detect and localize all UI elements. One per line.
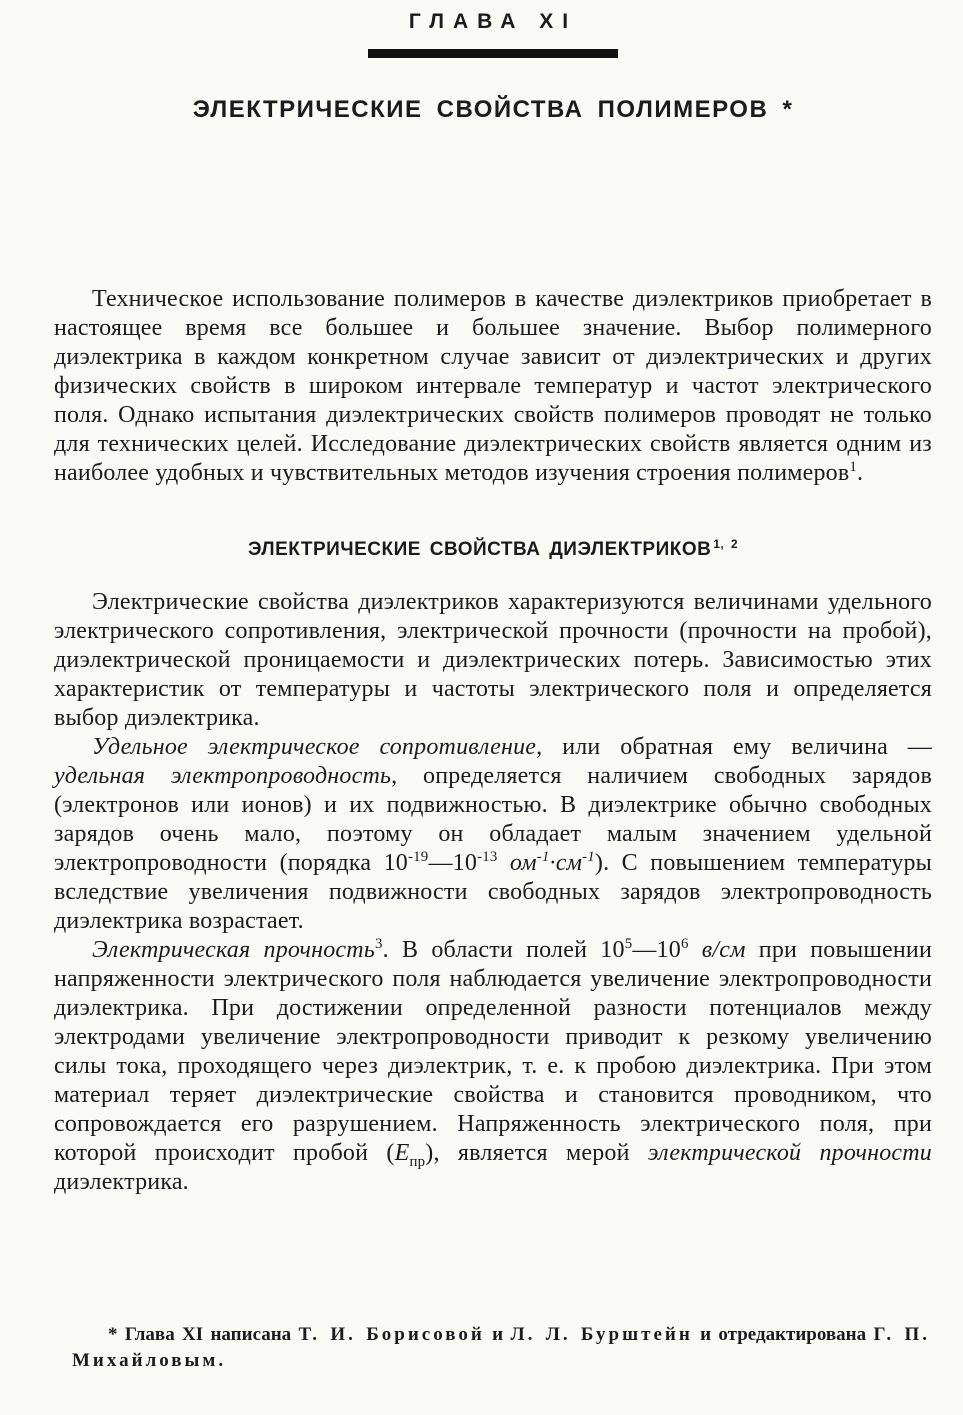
section-heading-text: ЭЛЕКТРИЧЕСКИЕ СВОЙСТВА ДИЭЛЕКТРИКОВ [247, 539, 712, 560]
chapter-heading: ГЛАВА XI [408, 10, 578, 33]
footnote: * Глава XI написана Т. И. Борисовой и Л. Л. Бурштейн и отредактирована Г. П. Михайловым. [72, 1324, 931, 1371]
paragraph-resistivity: Удельное электрическое сопротивление, или обратная ему величина — удельная электропроводность, определяется наличием свободных зарядов (электронов или ионов) и их подвижностью. В диэлектрике обычно свободных зарядов очень мало, поэтому он обладает малым значением удельной электропроводности (порядка $10^{-19}—10^{-13}$ $ом^{-1}\cdot см^{-1}$). С повышением температуры вследствие увеличения подвижности свободных зарядов электропроводность диэлектрика возрастает. [54, 734, 932, 934]
intro-paragraph: Техническое использование полимеров в качестве диэлектриков приобретает в настоящее время все большее и большее значение. Выбор полимерного диэлектрика в каждом конкретном случае зависит от диэлектрических и других физических свойств в широком интервале температур и частот электрического поля. Однако испытания диэлектрических свойств полимеров проводят не только для технических целей. Исследование диэлектрических свойств является одним из наиболее удобных и чувствительных методов изучения строения полимеров$^1$. [54, 286, 932, 486]
page-title: ЭЛЕКТРИЧЕСКИЕ СВОЙСТВА ПОЛИМЕРОВ * [192, 96, 794, 123]
chapter-divider-bar [368, 49, 618, 58]
section-heading-superscript: 1, 2 [713, 537, 738, 551]
section-heading [54, 538, 932, 562]
paragraph-dielectric-properties: Электрические свойства диэлектриков характеризуются величинами удельного электрического сопротивления, электрической прочности (прочности на пробой), диэлектрической проницаемости и диэлектрических потерь. Зависимостью этих характеристик от температуры и частоты электрического поля и определяется выбор диэлектрика. [54, 589, 932, 731]
paragraph-electric-strength: Электрическая прочность$^3$. В области полей $10^5—10^6$ в/см при повышении напряженности электрического поля наблюдается увеличение электропроводности диэлектрика. При достижении определенной разности потенциалов между электродами увеличение электропроводности приводит к резкому увеличению силы тока, проходящего через диэлектрик, т. е. к пробою диэлектрика. При этом материал теряет диэлектрические свойства и становится проводником, что сопровождается его разрушением. Напряженность электрического поля, при которой происходит пробой $(E_{пр})$, является мерой электрической прочности диэлектрика. [54, 936, 933, 1195]
page-body [54, 285, 932, 1197]
